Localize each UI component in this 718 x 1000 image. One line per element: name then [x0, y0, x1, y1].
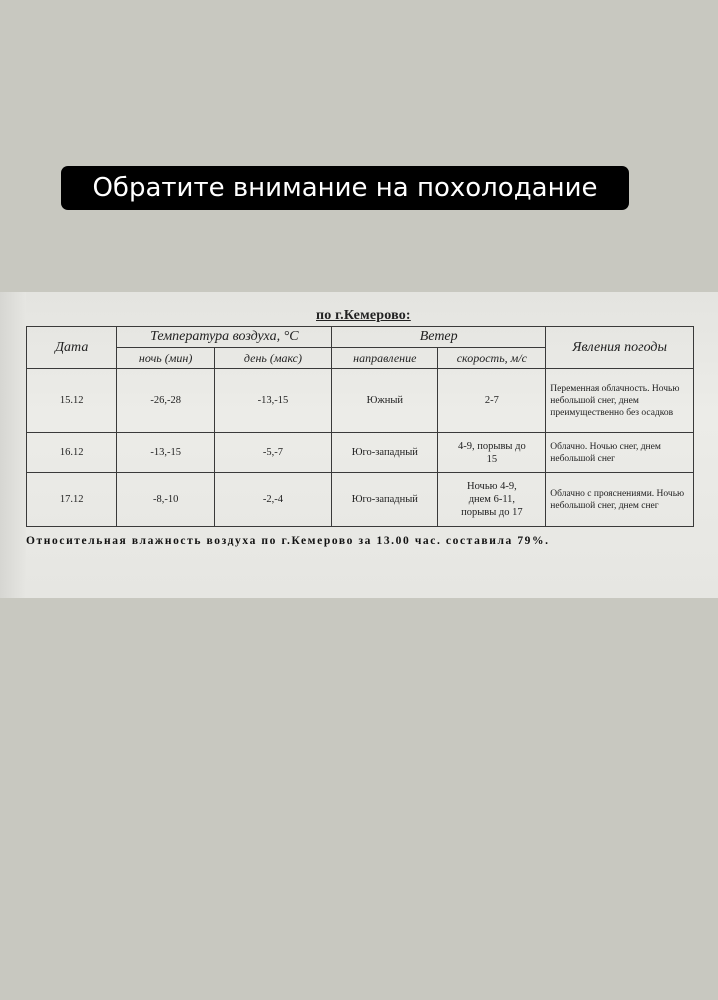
night-temp-highlighted: -26,-28 [150, 395, 181, 406]
header-phenomena: Явления погоды [546, 327, 694, 369]
story-caption: Обратите внимание на похолодание [61, 166, 629, 210]
cell-day: -2,-4 [214, 473, 331, 527]
cell-speed: 2-7 [438, 369, 546, 433]
cell-phenomena: Облачно с прояснениями. Ночью небольшой снег, днем снег [546, 473, 694, 527]
cell-direction: Южный [332, 369, 438, 433]
header-day: день (макс) [214, 348, 331, 369]
table-row [27, 473, 694, 527]
header-date: Дата [27, 327, 117, 369]
header-direction: направление [332, 348, 438, 369]
cell-direction: Юго-западный [332, 433, 438, 473]
header-wind: Ветер [332, 327, 546, 348]
table-row [27, 433, 694, 473]
cell-phenomena: Облачно. Ночью снег, днем небольшой снег [546, 433, 694, 473]
cell-date: 15.12 [27, 369, 117, 433]
header-speed: скорость, м/с [438, 348, 546, 369]
cell-day: -5,-7 [214, 433, 331, 473]
cell-date: 17.12 [27, 473, 117, 527]
document-title: по г.Кемерово: [316, 308, 411, 323]
cell-date: 16.12 [27, 433, 117, 473]
table-row [27, 369, 694, 433]
cell-phenomena: Переменная облачность. Ночью небольшой снег, днем преимущественно без осадков [546, 369, 694, 433]
forecast-table [26, 326, 694, 527]
cell-speed: Ночью 4-9, днем 6-11, порывы до 17 [438, 473, 546, 527]
cell-night: -13,-15 [117, 433, 214, 473]
cell-night: -8,-10 [117, 473, 214, 527]
humidity-footnote: Относительная влажность воздуха по г.Кемерово за 13.00 час. составила 79%. [26, 535, 550, 547]
cell-night [117, 369, 214, 433]
cell-speed: 4-9, порывы до 15 [438, 433, 546, 473]
header-temperature: Температура воздуха, °С [117, 327, 332, 348]
cell-direction: Юго-западный [332, 473, 438, 527]
forecast-document-photo [0, 292, 718, 598]
header-night: ночь (мин) [117, 348, 214, 369]
cell-day: -13,-15 [214, 369, 331, 433]
